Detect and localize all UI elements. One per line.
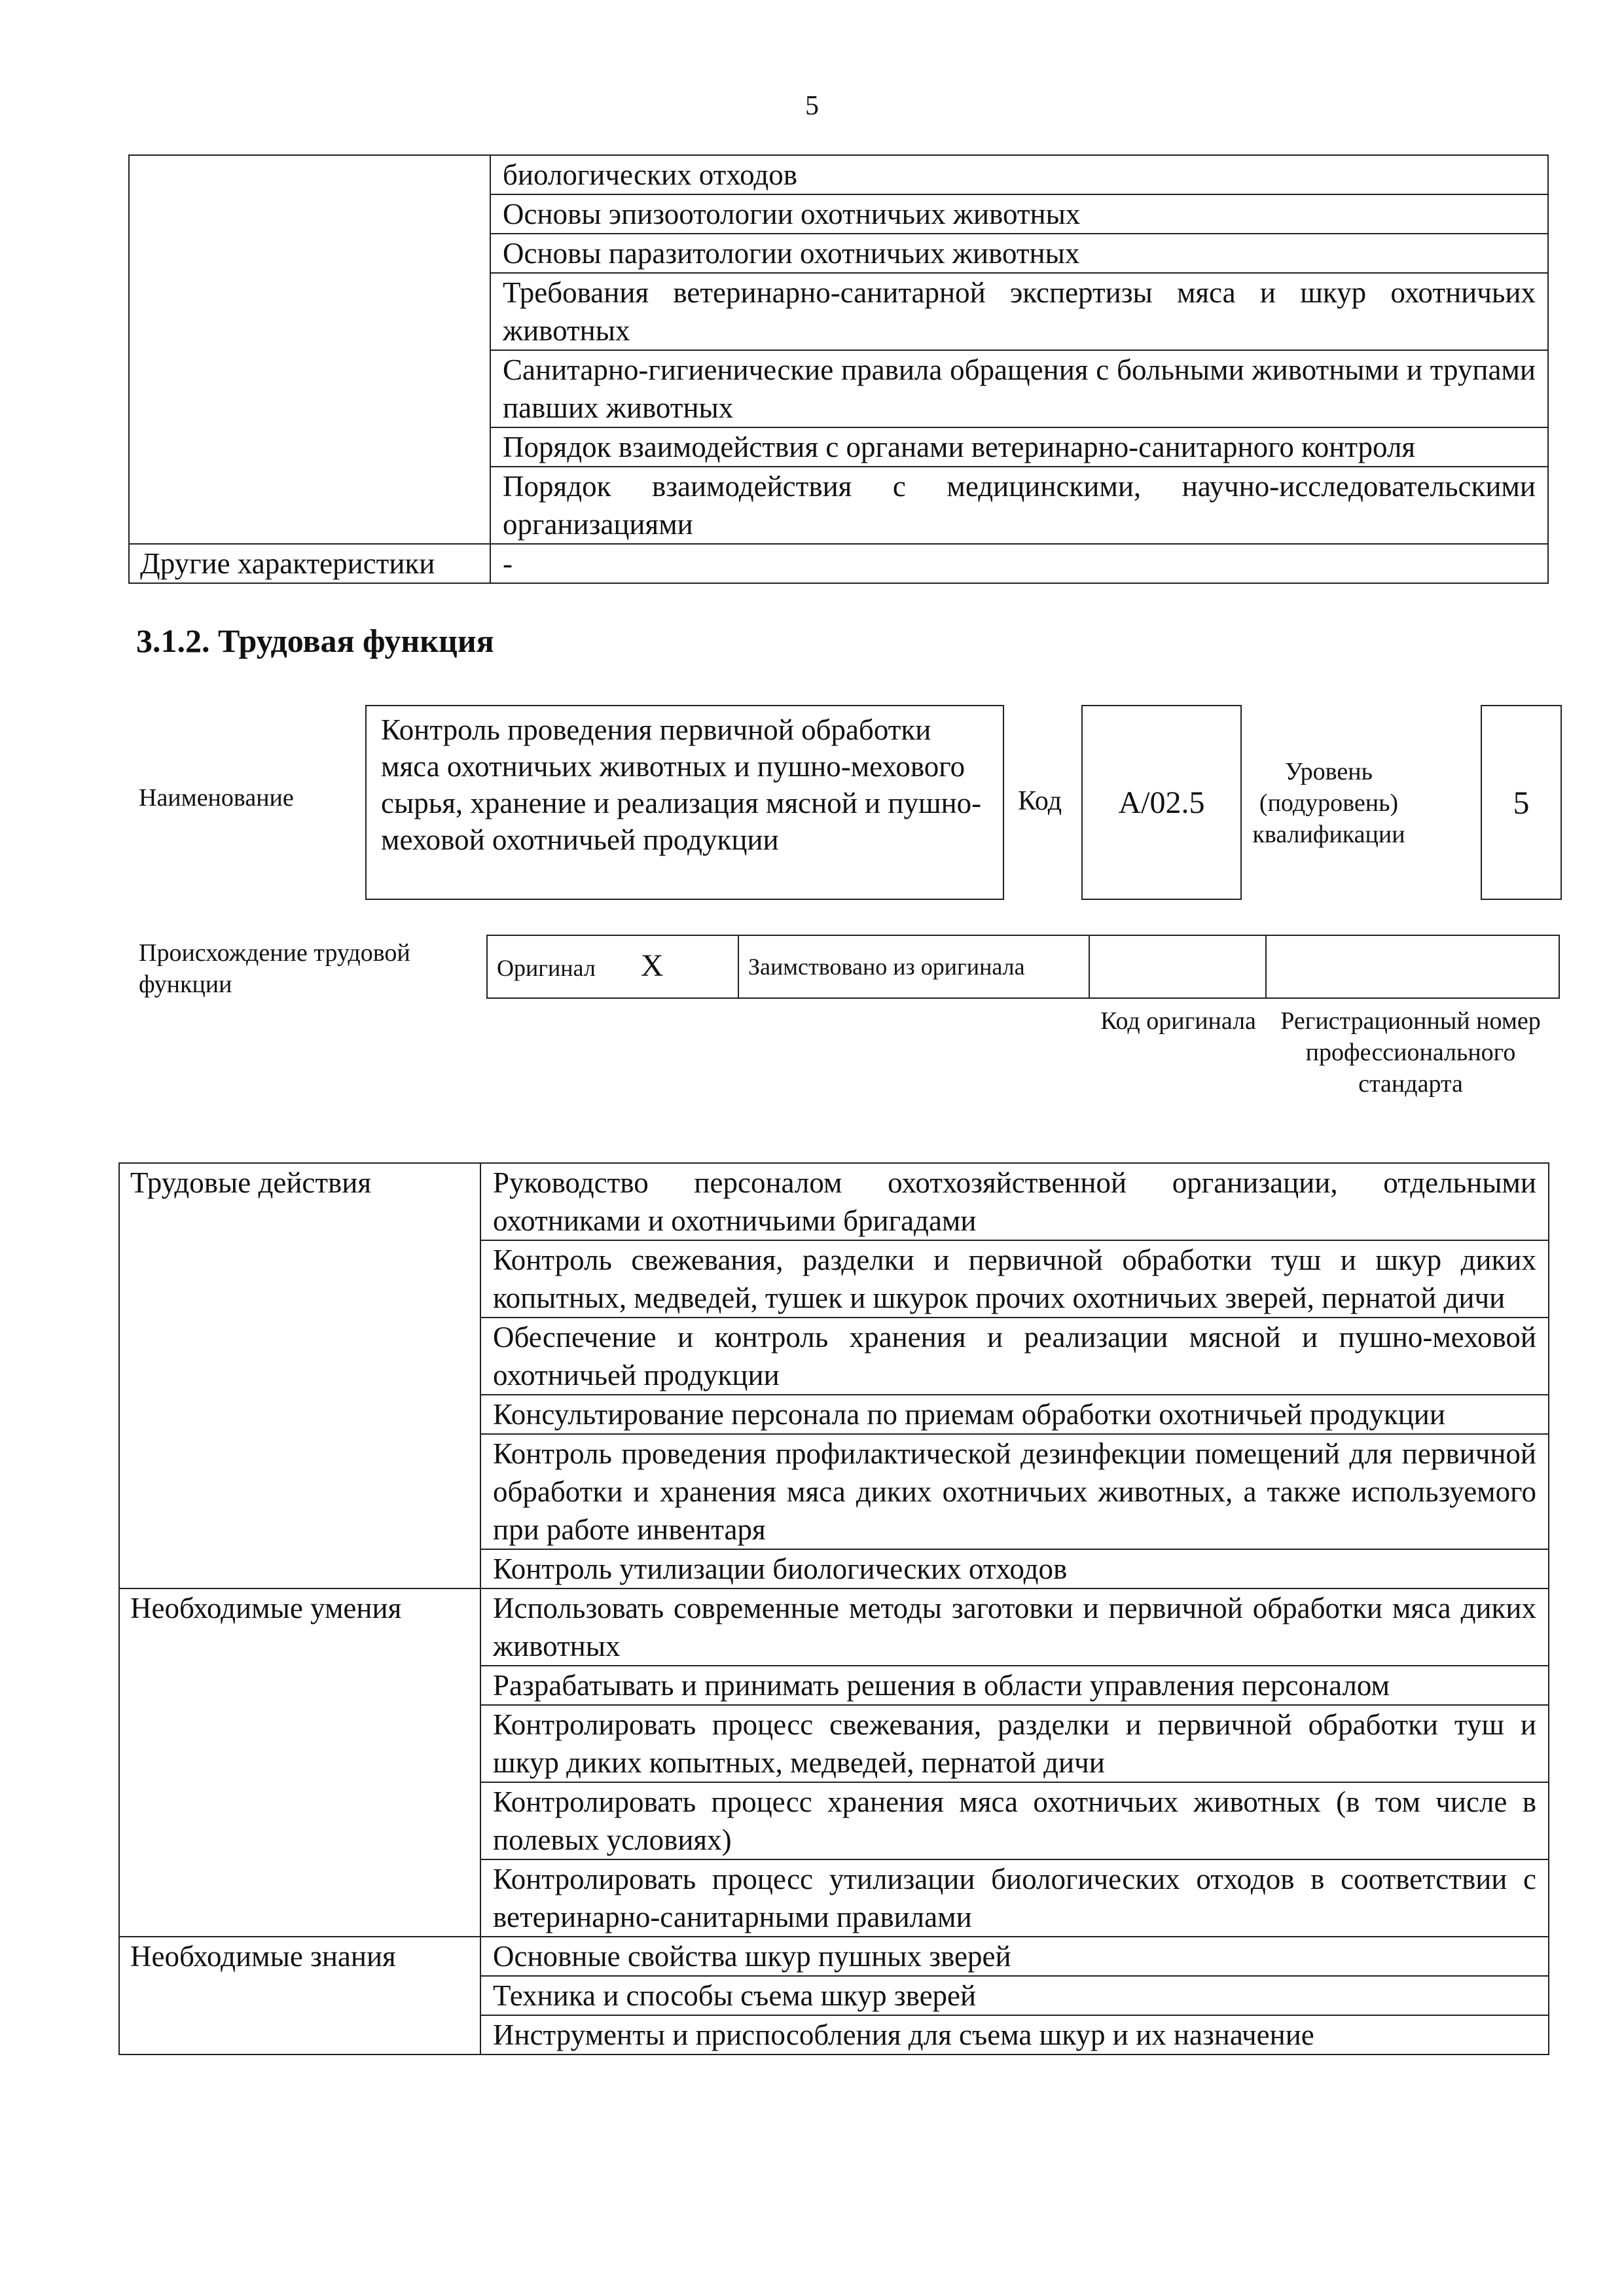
labor-function-table (118, 1162, 1549, 2055)
table-cell: Санитарно-гигиенические правила обращения с больными животными и трупами павших животных (490, 350, 1548, 427)
table-row (129, 544, 1548, 583)
table-cell: Руководство персоналом охотхозяйственной организации, отдельными охотниками и охотничьими бригадами (480, 1163, 1549, 1240)
code-value: A/02.5 (1118, 785, 1205, 820)
table-cell: Контроль проведения профилактической дезинфекции помещений для первичной обработки и хранения мяса диких охотничьих животных, а также используемого при работе инвентаря (480, 1434, 1549, 1549)
knowledge-continuation-table (128, 154, 1549, 584)
table-cell: биологических отходов (490, 155, 1548, 194)
table-row (119, 1937, 1549, 1976)
table-cell: Порядок взаимодействия с органами ветеринарно-санитарного контроля (490, 427, 1548, 467)
table-cell: Контролировать процесс утилизации биологических отходов в соответствии с ветеринарно-санитарными правилами (480, 1859, 1549, 1937)
registration-caption: Регистрационный номер профессионального стандарта (1280, 1007, 1541, 1098)
page-number: 5 (805, 91, 819, 121)
table-cell: Порядок взаимодействия с медицинскими, научно-исследовательскими организациями (490, 467, 1548, 544)
table-cell: Основы эпизоотологии охотничьих животных (490, 194, 1548, 234)
table-cell: Консультирование персонала по приемам обработки охотничьей продукции (480, 1395, 1549, 1434)
table-cell: Требования ветеринарно-санитарной экспертизы мяса и шкур охотничьих животных (490, 273, 1548, 350)
registration-number-cell (1266, 935, 1559, 998)
table-cell: Основы паразитологии охотничьих животных (490, 234, 1548, 273)
function-name-value: Контроль проведения первичной обработки мяса охотничьих животных и пушно-мехового сырья, хранение и реализация мясной и пушно-меховой охотничьей продукции (381, 713, 982, 856)
table-cell: Контроль утилизации биологических отходов (480, 1549, 1549, 1588)
table-cell: Основные свойства шкур пушных зверей (480, 1937, 1549, 1976)
skills-label: Необходимые умения (119, 1588, 480, 1937)
borrowed-label: Заимствовано из оригинала (738, 935, 1089, 998)
table-cell: Контролировать процесс свежевания, разделки и первичной обработки туш и шкур диких копытных, медведей, пернатой дичи (480, 1705, 1549, 1782)
level-label: Уровень (подуровень) квалификации (1252, 758, 1405, 848)
section-title: 3.1.2. Трудовая функция (136, 622, 494, 659)
empty-label-cell (129, 155, 490, 544)
table-cell: Контроль свежевания, разделки и первичной обработки туш и шкур диких копытных, медведей, тушек и шкурок прочих охотничьих зверей, пернатой дичи (480, 1240, 1549, 1318)
table-row (487, 935, 1559, 998)
original-label: Оригинал (497, 954, 596, 981)
function-name-box (365, 705, 1004, 900)
table-cell: Инструменты и приспособления для съема шкур и их назначение (480, 2015, 1549, 2054)
origin-label: Происхождение трудовой функции (139, 939, 410, 998)
table-row (119, 1163, 1549, 1240)
table-row (129, 155, 1548, 194)
original-code-cell (1089, 935, 1266, 998)
origin-table (486, 935, 1560, 999)
table-row (119, 1588, 1549, 1666)
code-label: Код (1018, 786, 1062, 816)
other-characteristics-value: - (490, 544, 1548, 583)
table-cell: Техника и способы съема шкур зверей (480, 1976, 1549, 2015)
level-value: 5 (1513, 784, 1530, 821)
code-caption: Код оригинала (1100, 1007, 1256, 1035)
code-box (1081, 705, 1242, 900)
table-cell: Разрабатывать и принимать решения в области управления персоналом (480, 1666, 1549, 1705)
level-box (1481, 705, 1562, 900)
table-cell: Обеспечение и контроль хранения и реализации мясной и пушно-меховой охотничьей продукции (480, 1318, 1549, 1395)
table-cell: Контролировать процесс хранения мяса охотничьих животных (в том числе в полевых условиях) (480, 1782, 1549, 1859)
table-cell: Использовать современные методы заготовки и первичной обработки мяса диких животных (480, 1588, 1549, 1666)
knowledge-label: Необходимые знания (119, 1937, 480, 2054)
original-mark: X (640, 948, 664, 983)
name-label: Наименование (139, 784, 294, 812)
original-cell (487, 935, 738, 998)
other-characteristics-label: Другие характеристики (129, 544, 490, 583)
actions-label: Трудовые действия (119, 1163, 480, 1588)
